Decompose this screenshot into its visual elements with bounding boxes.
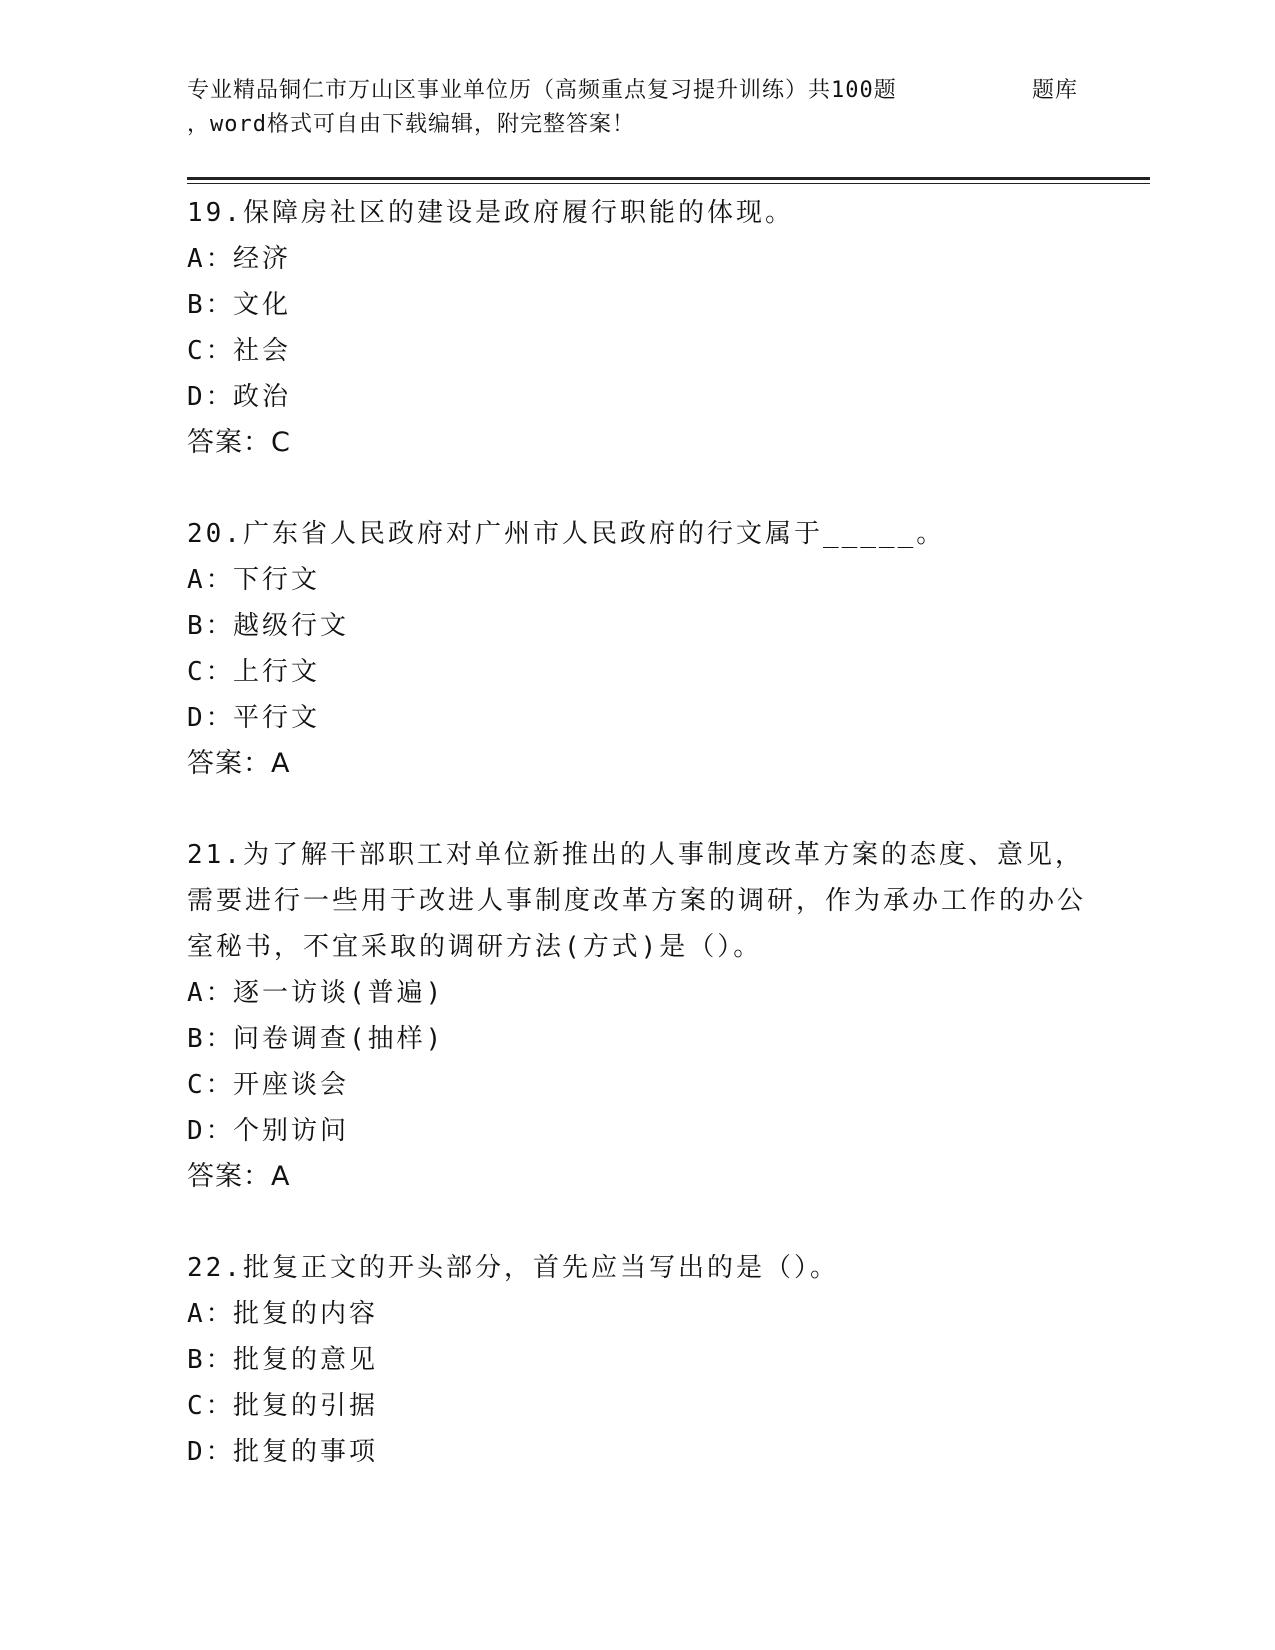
option-text: 批复的事项: [233, 1437, 379, 1467]
header-title-line-1: 专业精品铜仁市万山区事业单位历（高频重点复习提升训练）共100题: [187, 78, 897, 103]
option-key: B：: [187, 1024, 235, 1054]
option-a: [187, 236, 1087, 282]
answer: 答案：A: [187, 748, 291, 779]
option-key: A：: [187, 244, 235, 274]
document-header: [187, 74, 1107, 142]
option-b: [187, 1337, 1087, 1383]
option-text: 批复的引据: [233, 1391, 379, 1421]
option-text: 上行文: [233, 657, 321, 687]
option-key: C：: [187, 657, 235, 687]
option-d: [187, 1108, 1087, 1154]
question-19: [187, 190, 1087, 466]
option-key: D：: [187, 1437, 235, 1467]
option-key: C：: [187, 1391, 235, 1421]
option-text: 越级行文: [233, 611, 350, 641]
question-stem: 20.广东省人民政府对广州市人民政府的行文属于_____。: [187, 519, 946, 549]
question-list: [187, 190, 1087, 1520]
option-a: [187, 970, 1087, 1016]
option-key: B：: [187, 290, 235, 320]
option-text: 开座谈会: [233, 1070, 350, 1100]
header-rule-thin: [187, 183, 1150, 184]
question-stem: 19.保障房社区的建设是政府履行职能的体现。: [187, 198, 794, 228]
option-d: [187, 695, 1087, 741]
header-title-line-2: ，word格式可自由下载编辑，附完整答案！: [187, 112, 635, 137]
question-stem: 22.批复正文的开头部分，首先应当写出的是（）。: [187, 1253, 839, 1283]
option-d: [187, 374, 1087, 420]
option-text: 个别访问: [233, 1116, 350, 1146]
option-c: [187, 649, 1087, 695]
question-20: [187, 511, 1087, 787]
option-key: D：: [187, 703, 235, 733]
option-key: C：: [187, 336, 235, 366]
option-text: 批复的内容: [233, 1299, 379, 1329]
option-d: [187, 1429, 1087, 1475]
option-key: A：: [187, 978, 235, 1008]
option-b: [187, 282, 1087, 328]
header-tag: 题库: [1032, 78, 1079, 103]
option-text: 平行文: [233, 703, 321, 733]
option-key: D：: [187, 382, 235, 412]
option-key: B：: [187, 1345, 235, 1375]
option-key: B：: [187, 611, 235, 641]
question-stem: 21.为了解干部职工对单位新推出的人事制度改革方案的态度、意见，需要进行一些用于改进人事制度改革方案的调研，作为承办工作的办公室秘书，不宜采取的调研方法(方式)是（）。: [187, 840, 1087, 962]
option-text: 下行文: [233, 565, 321, 595]
option-key: D：: [187, 1116, 235, 1146]
option-text: 政治: [233, 382, 292, 412]
option-key: A：: [187, 565, 235, 595]
option-key: C：: [187, 1070, 235, 1100]
answer: 答案：C: [187, 427, 291, 458]
option-c: [187, 1383, 1087, 1429]
option-text: 文化: [233, 290, 292, 320]
option-b: [187, 603, 1087, 649]
option-a: [187, 1291, 1087, 1337]
option-b: [187, 1016, 1087, 1062]
option-a: [187, 557, 1087, 603]
option-text: 经济: [233, 244, 292, 274]
option-key: A：: [187, 1299, 235, 1329]
answer: 答案：A: [187, 1161, 291, 1192]
header-rule-thick: [187, 177, 1150, 180]
option-text: 批复的意见: [233, 1345, 379, 1375]
option-text: 社会: [233, 336, 292, 366]
question-21: [187, 832, 1087, 1200]
option-c: [187, 1062, 1087, 1108]
question-22: [187, 1245, 1087, 1475]
option-text: 逐一访谈(普遍): [233, 978, 445, 1008]
option-text: 问卷调查(抽样): [233, 1024, 445, 1054]
option-c: [187, 328, 1087, 374]
